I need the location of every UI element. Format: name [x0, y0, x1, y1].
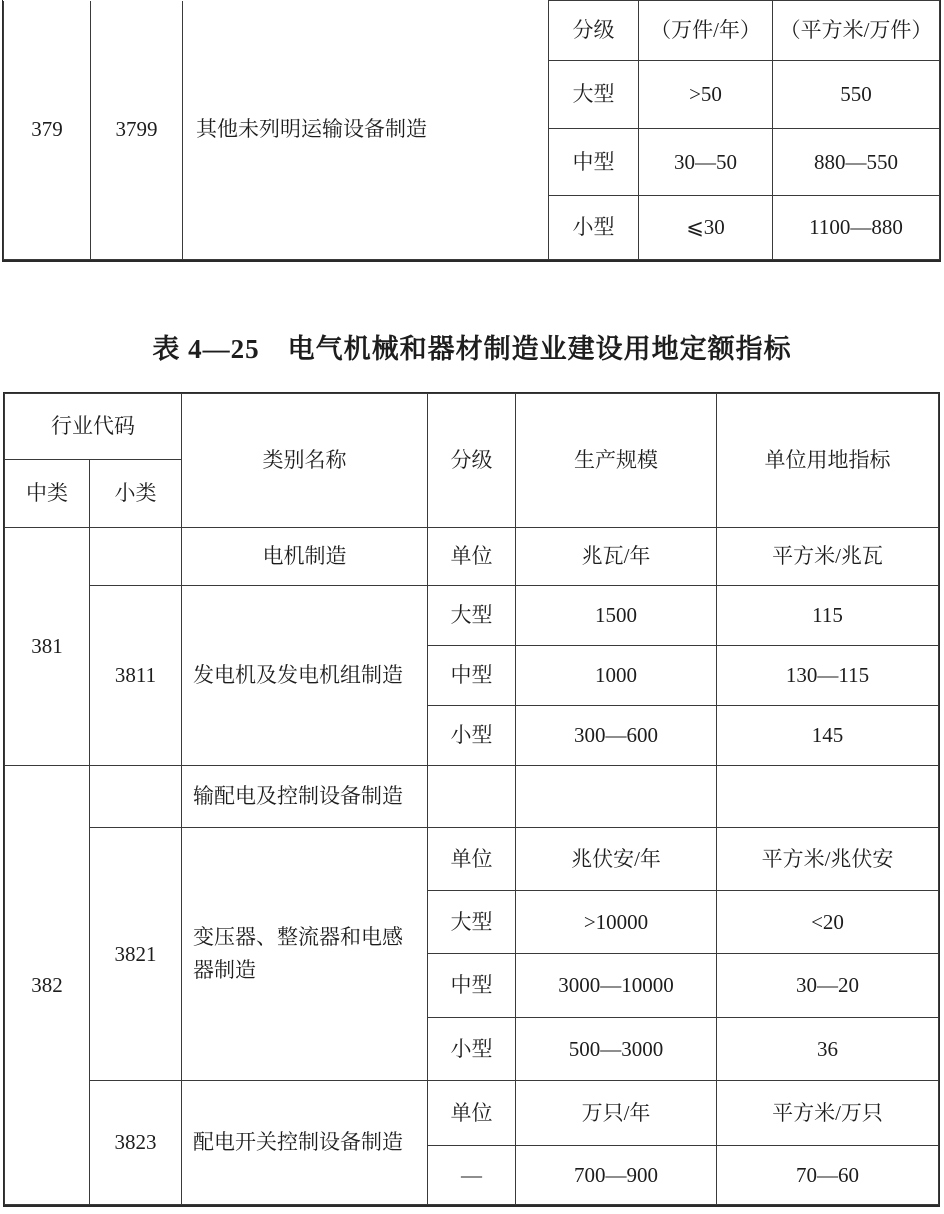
cell-land: 36	[717, 1018, 939, 1081]
table-transport-continued	[2, 0, 941, 262]
cell-land: 880—550	[773, 129, 940, 196]
cell-land: 平方米/兆瓦	[717, 528, 939, 586]
table-row	[5, 1081, 939, 1146]
cell-scale: 500—3000	[516, 1018, 717, 1081]
cell-indicator-header: 单位用地指标	[717, 394, 939, 528]
cell-category-name: 发电机及发电机组制造	[182, 586, 428, 766]
cell-scale-header: 生产规模	[516, 394, 717, 528]
cell-mid-code: 379	[4, 1, 91, 260]
cell-scale: 兆瓦/年	[516, 528, 717, 586]
cell-grade: 大型	[549, 61, 639, 129]
cell-grade-header: 分级	[549, 1, 639, 61]
cell-grade: 小型	[428, 706, 516, 766]
cell-small-code: 3823	[90, 1081, 182, 1205]
cell-mid-code: 381	[5, 528, 90, 766]
cell-small-header: 小类	[90, 460, 182, 528]
cell-land: 130—115	[717, 646, 939, 706]
cell-scale: 30—50	[639, 129, 773, 196]
cell-mid-header: 中类	[5, 460, 90, 528]
cell-land: 115	[717, 586, 939, 646]
table-electrical-machinery	[3, 392, 940, 1207]
cell-grade: 中型	[428, 954, 516, 1018]
cell-scale: 1000	[516, 646, 717, 706]
cell-grade-header: 分级	[428, 394, 516, 528]
table-row	[4, 1, 940, 61]
cell-scale: 300—600	[516, 706, 717, 766]
cell-land-unit-header: （平方米/万件）	[773, 1, 940, 61]
cell-grade: 大型	[428, 586, 516, 646]
cell-land: 平方米/万只	[717, 1081, 939, 1146]
cell-category-name: 其他未列明运输设备制造	[183, 1, 549, 260]
cell-empty	[90, 528, 182, 586]
cell-scale: 3000—10000	[516, 954, 717, 1018]
cell-land: 平方米/兆伏安	[717, 828, 939, 891]
cell-small-code: 3821	[90, 828, 182, 1081]
cell-scale: 兆伏安/年	[516, 828, 717, 891]
cell-category-name: 输配电及控制设备制造	[182, 766, 428, 828]
cell-scale: >50	[639, 61, 773, 129]
cell-grade: 单位	[428, 528, 516, 586]
cell-land: 30—20	[717, 954, 939, 1018]
cell-empty	[428, 766, 516, 828]
cell-grade: 小型	[549, 196, 639, 260]
cell-name-header: 类别名称	[182, 394, 428, 528]
table-row	[5, 586, 939, 646]
table-row	[5, 766, 939, 828]
cell-grade: —	[428, 1146, 516, 1205]
cell-scale-unit-header: （万件/年）	[639, 1, 773, 61]
cell-empty	[516, 766, 717, 828]
transport-equipment-table	[3, 0, 940, 260]
cell-scale: ⩽30	[639, 196, 773, 260]
table-row	[5, 828, 939, 891]
cell-empty	[90, 766, 182, 828]
cell-grade: 大型	[428, 891, 516, 954]
cell-category-name: 配电开关控制设备制造	[182, 1081, 428, 1205]
cell-grade: 中型	[549, 129, 639, 196]
cell-category-name: 变压器、整流器和电感器制造	[182, 828, 428, 1081]
cell-category-name: 电机制造	[182, 528, 428, 586]
table-title: 表 4—25 电气机械和器材制造业建设用地定额指标	[152, 334, 792, 364]
cell-land: 70—60	[717, 1146, 939, 1205]
cell-scale: 700—900	[516, 1146, 717, 1205]
cell-land: <20	[717, 891, 939, 954]
cell-scale: 1500	[516, 586, 717, 646]
cell-grade: 中型	[428, 646, 516, 706]
cell-scale: 万只/年	[516, 1081, 717, 1146]
cell-scale: >10000	[516, 891, 717, 954]
cell-grade: 小型	[428, 1018, 516, 1081]
electrical-machinery-table	[4, 393, 939, 1205]
header-row	[5, 394, 939, 460]
cell-small-code: 3799	[91, 1, 183, 260]
cell-land: 145	[717, 706, 939, 766]
cell-grade: 单位	[428, 828, 516, 891]
cell-small-code: 3811	[90, 586, 182, 766]
cell-land: 550	[773, 61, 940, 129]
cell-empty	[717, 766, 939, 828]
cell-land: 1100—880	[773, 196, 940, 260]
table-row	[5, 528, 939, 586]
cell-grade: 单位	[428, 1081, 516, 1146]
cell-industry-code-header: 行业代码	[5, 394, 182, 460]
cell-mid-code: 382	[5, 766, 90, 1205]
